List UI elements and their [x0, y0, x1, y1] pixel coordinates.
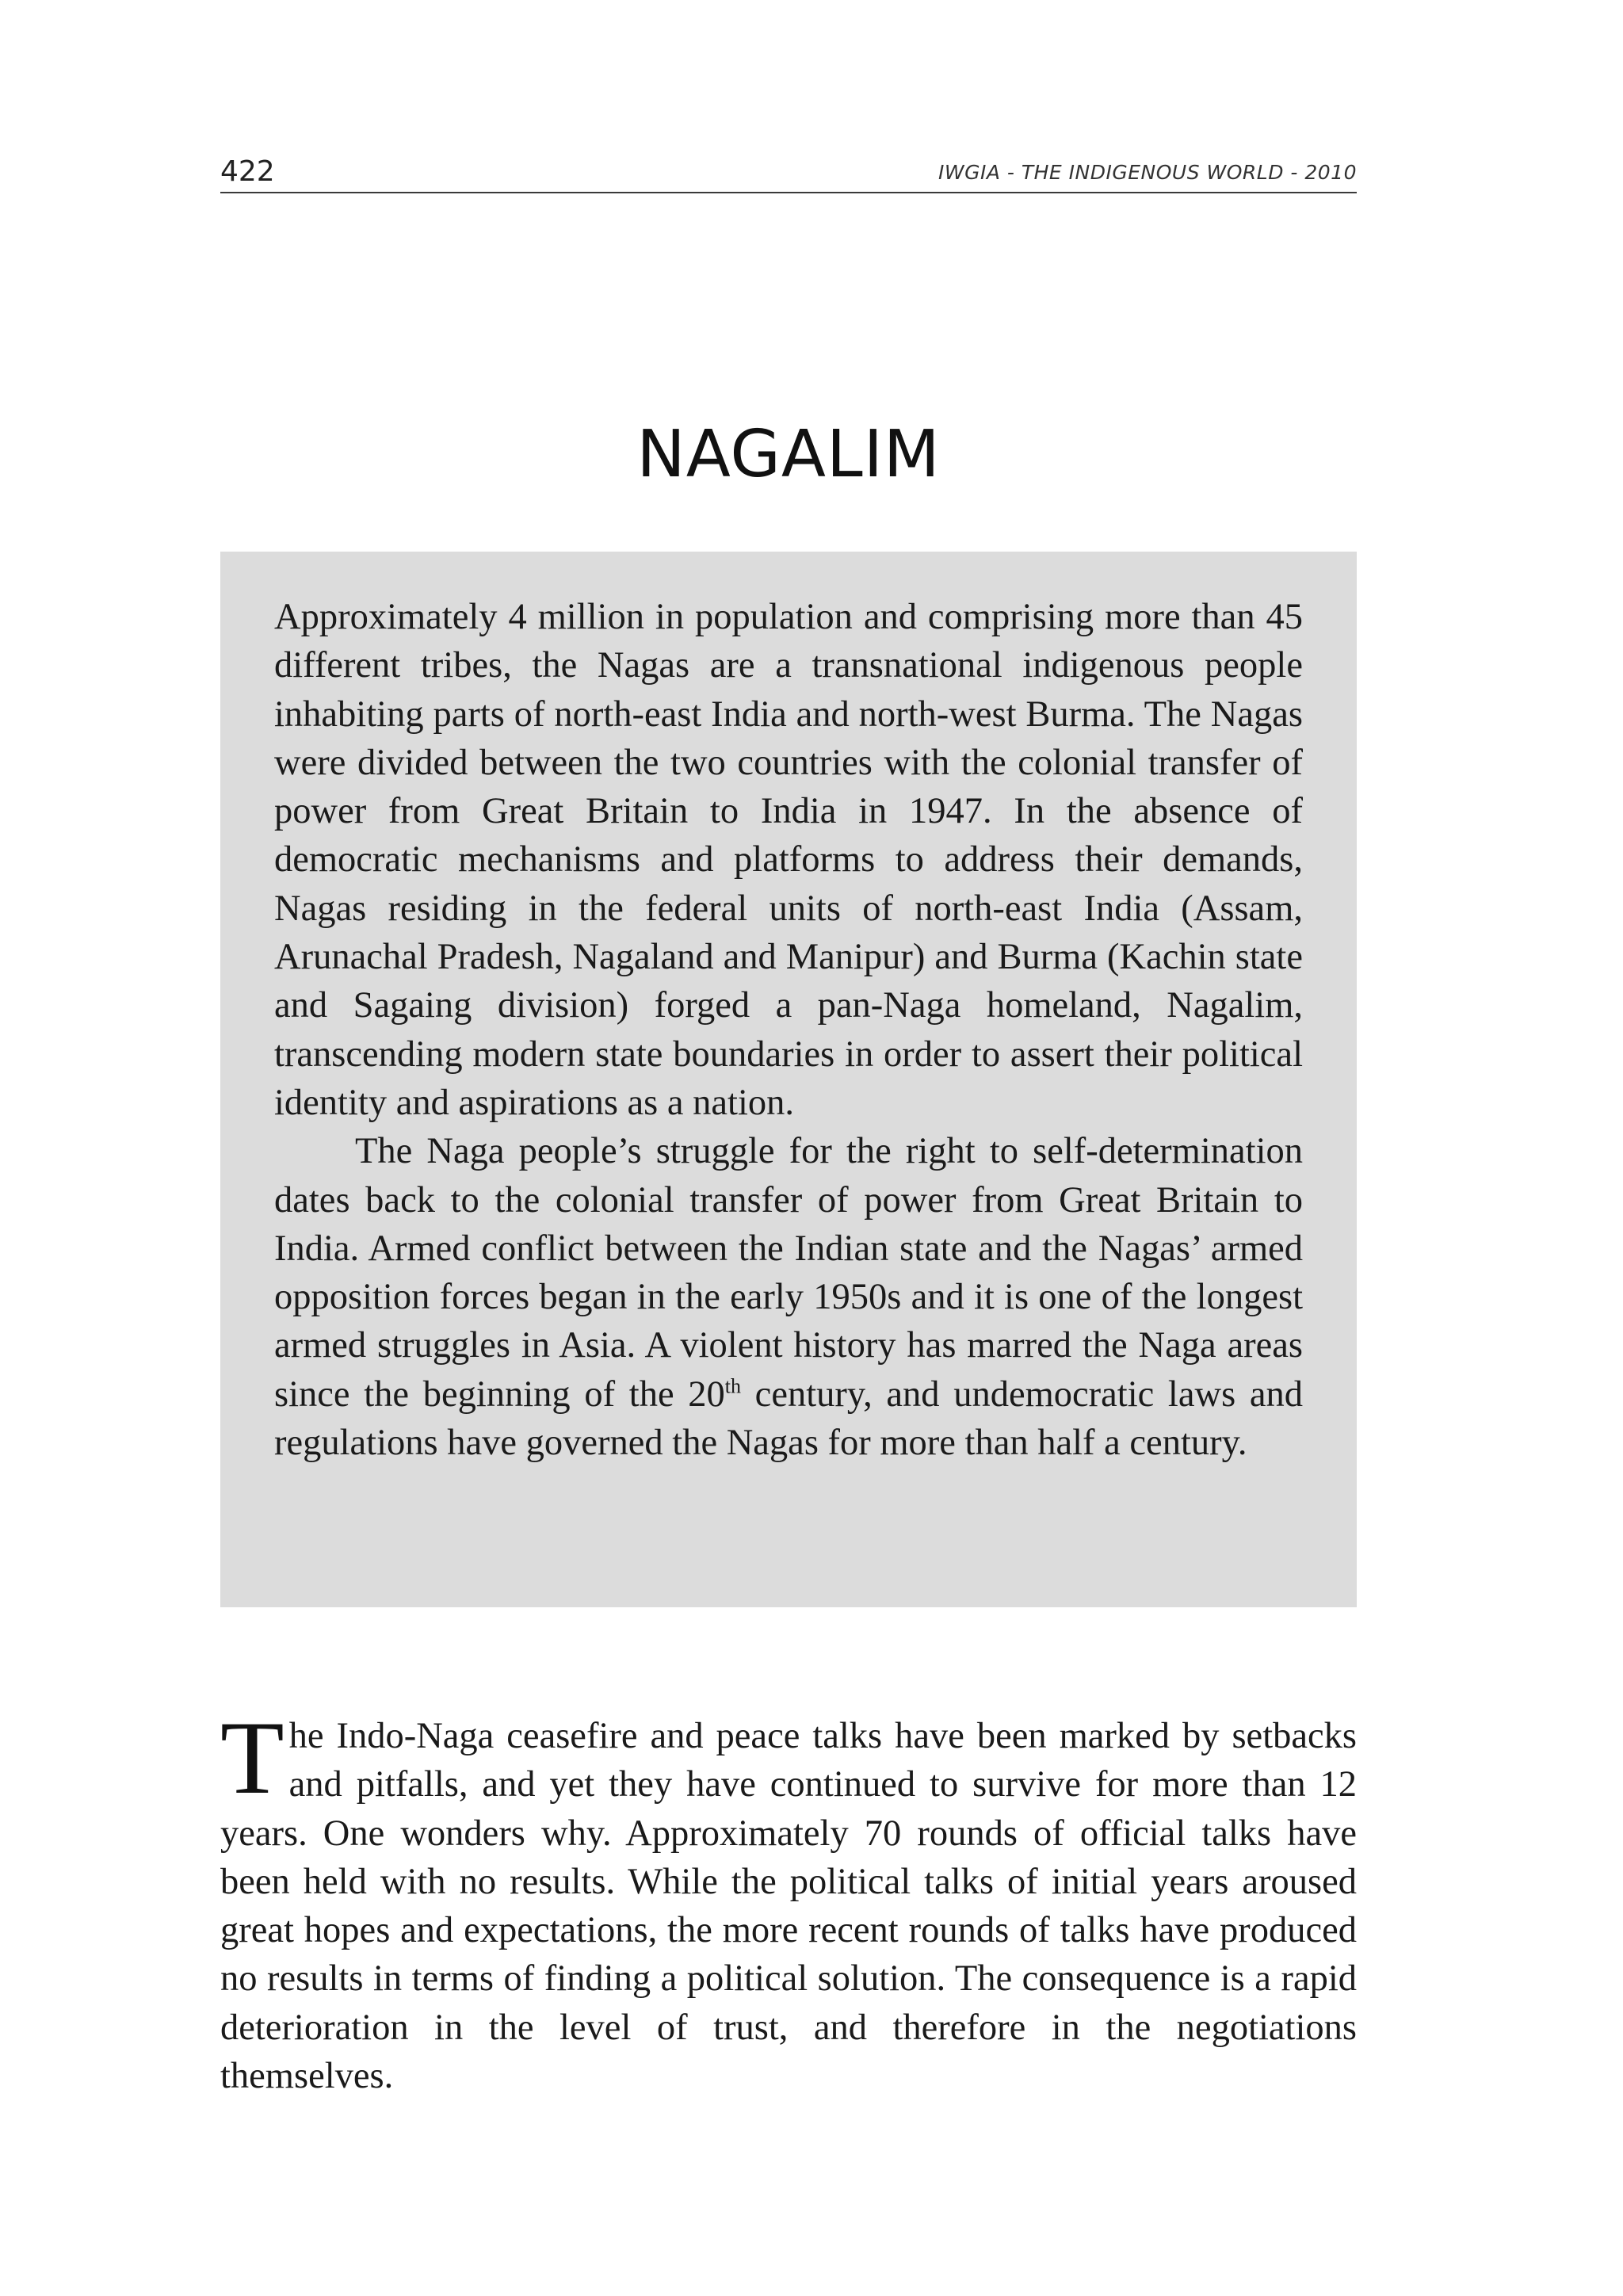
summary-paragraph-2-text: The Naga people’s struggle for the right to self-determination dates back to the colonial transfer of power from Great Britain to India. Armed conflict between the Indian state and the Nagas’ armed opposition forces began in the early 1950s and it is one of the longest armed struggles in Asia. A violent history has marred the Naga areas since the beginning of the 20 — [274, 1131, 1303, 1415]
ordinal-superscript: th — [724, 1374, 741, 1398]
running-header — [220, 155, 1357, 193]
page-number: 422 — [220, 155, 275, 188]
summary-paragraph-2 — [274, 1127, 1303, 1467]
running-title: IWGIA - THE INDIGENOUS WORLD - 2010 — [938, 161, 1357, 184]
chapter-title: NAGALIM — [636, 417, 941, 492]
drop-cap: T — [220, 1699, 285, 1816]
summary-box — [220, 552, 1357, 1607]
summary-paragraph-2-text-end: century, and undemocratic laws and regulations have governed the Nagas for more than half a century. — [274, 1373, 1303, 1464]
summary-paragraph-1: Approximately 4 million in population and comprising more than 45 different tribes, the Nagas are a transnational indigenous people inhabiting parts of north-east India and north-west Burma. The Nagas were divided between the two countries with the colonial transfer of power from Great Britain to India in 1947. In the absence of democratic mechanisms and platforms to address their demands, Nagas residing in the federal units of north-east India (Assam, Arunachal Pradesh, Nagaland and Manipur) and Burma (Kachin state and Sagaing division) forged a pan-Naga homeland, Nagalim, transcending modern state boundaries in order to assert their political identity and aspirations as a nation. — [274, 597, 1303, 1123]
body-paragraph-1-text: he Indo-Naga ceasefire and peace talks have been marked by setbacks and pitfalls, and yet they have continued to survive for more than 12 years. One wonders why. Approximately 70 rounds of official talks have been held with no results. While the political talks of initial years aroused great hopes and expectations, the more recent rounds of talks have produced no results in terms of finding a political solution. The consequence is a rapid deterioration in the level of trust, and therefore in the negotiations themselves. — [220, 1716, 1357, 2097]
body-paragraph-1 — [220, 1699, 1357, 2100]
